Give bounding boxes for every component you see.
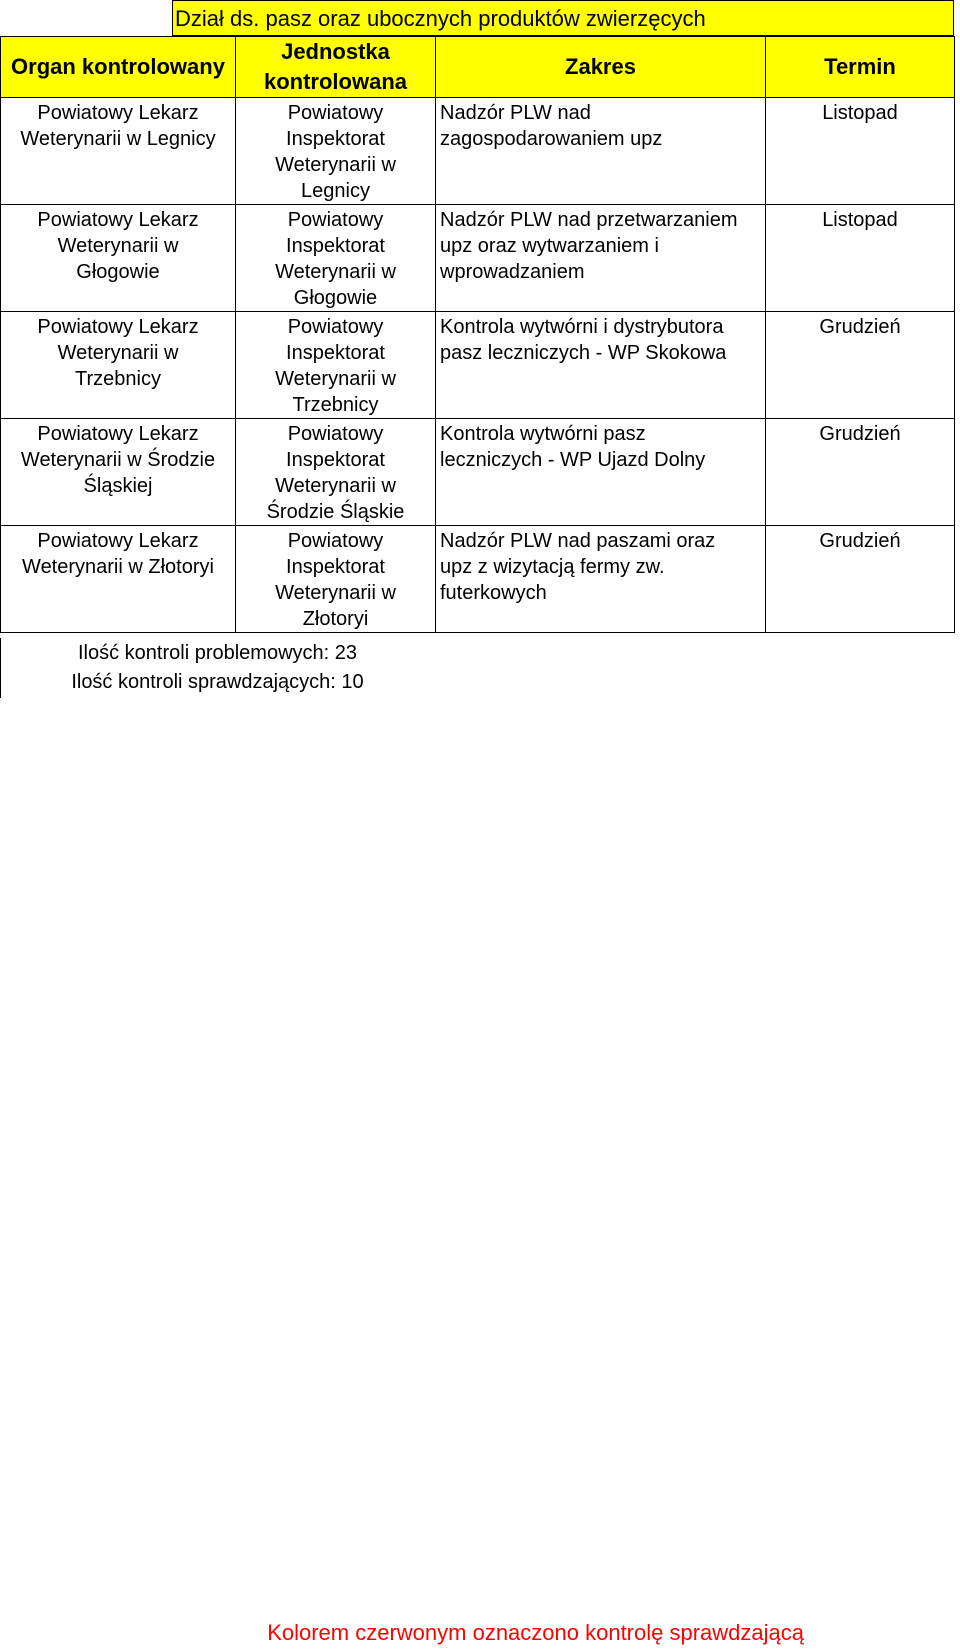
cell-organ: Powiatowy Lekarz Weterynarii w Głogowie (1, 205, 236, 312)
cell-jednostka: Powiatowy Inspektorat Weterynarii w Głogowie (236, 205, 436, 312)
table-row (1, 312, 955, 419)
section-title: Dział ds. pasz oraz ubocznych produktów zwierzęcych (172, 0, 954, 36)
header-organ: Organ kontrolowany (1, 37, 236, 98)
table-left-border (0, 638, 1, 698)
cell-termin: Listopad (766, 205, 955, 312)
summary-sprawdzajace: Ilość kontroli sprawdzających: 10 (71, 671, 364, 693)
cell-zakres: Nadzór PLW nad przetwarzaniem upz oraz wytwarzaniem i wprowadzaniem (436, 205, 766, 312)
cell-organ: Powiatowy Lekarz Weterynarii w Legnicy (1, 98, 236, 205)
inspection-table (0, 36, 955, 633)
cell-zakres: Nadzór PLW nad paszami oraz upz z wizytacją fermy zw. futerkowych (436, 526, 766, 633)
table-row (1, 526, 955, 633)
cell-jednostka: Powiatowy Inspektorat Weterynarii w Środzie Śląskie (236, 419, 436, 526)
cell-organ: Powiatowy Lekarz Weterynarii w Złotoryi (1, 526, 236, 633)
header-row (1, 37, 955, 98)
cell-termin: Listopad (766, 98, 955, 205)
header-termin: Termin (766, 37, 955, 98)
table-row (1, 419, 955, 526)
cell-termin: Grudzień (766, 526, 955, 633)
cell-jednostka: Powiatowy Inspektorat Weterynarii w Trzebnicy (236, 312, 436, 419)
cell-jednostka: Powiatowy Inspektorat Weterynarii w Legnicy (236, 98, 436, 205)
cell-zakres: Nadzór PLW nad zagospodarowaniem upz (436, 98, 766, 205)
cell-organ: Powiatowy Lekarz Weterynarii w Trzebnicy (1, 312, 236, 419)
legend-note: Kolorem czerwonym oznaczono kontrolę sprawdzającą (267, 1620, 804, 1645)
cell-termin: Grudzień (766, 419, 955, 526)
header-jednostka: Jednostka kontrolowana (236, 37, 436, 98)
table-row (1, 98, 955, 205)
cell-termin: Grudzień (766, 312, 955, 419)
header-zakres: Zakres (436, 37, 766, 98)
cell-zakres: Kontrola wytwórni pasz leczniczych - WP Ujazd Dolny (436, 419, 766, 526)
table-row (1, 205, 955, 312)
cell-organ: Powiatowy Lekarz Weterynarii w Środzie Śląskiej (1, 419, 236, 526)
cell-zakres: Kontrola wytwórni i dystrybutora pasz leczniczych - WP Skokowa (436, 312, 766, 419)
summary-problemowe: Ilość kontroli problemowych: 23 (77, 642, 357, 664)
cell-jednostka: Powiatowy Inspektorat Weterynarii w Złotoryi (236, 526, 436, 633)
